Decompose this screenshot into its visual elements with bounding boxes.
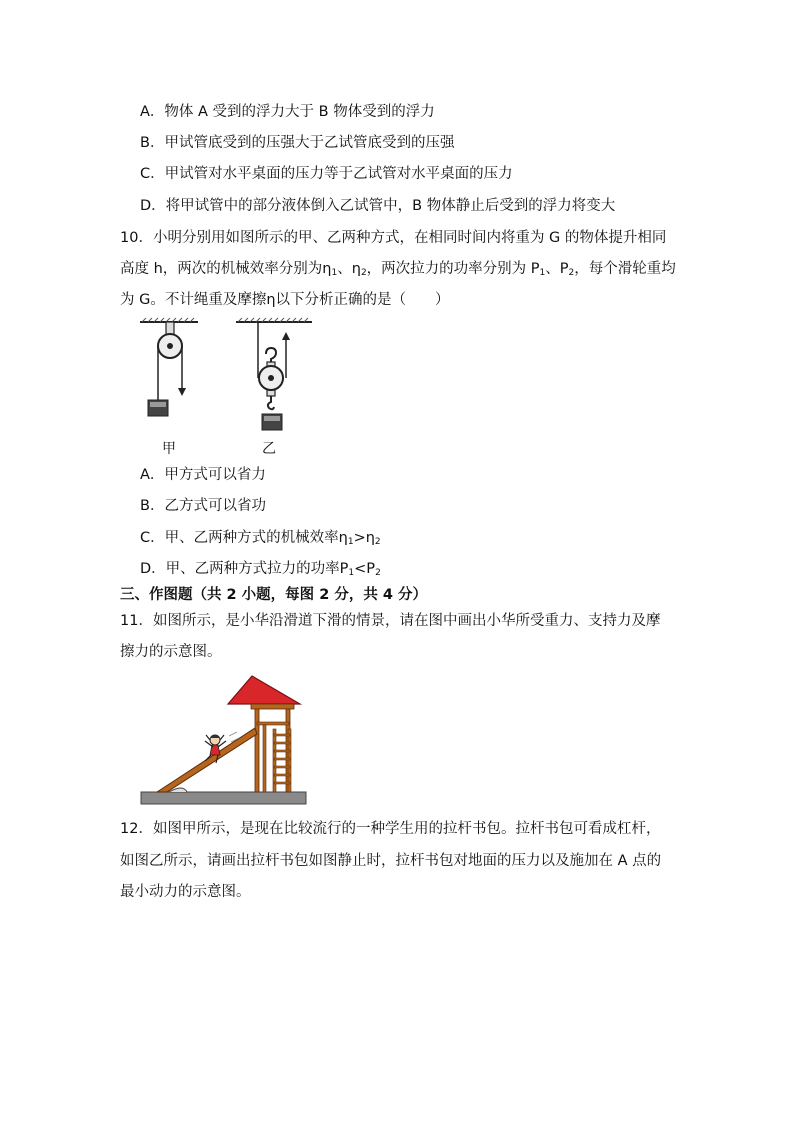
q9-option-d: D．将甲试管中的部分液体倒入乙试管中，B 物体静止后受到的浮力将变大	[140, 198, 616, 214]
q10-sub: 1	[539, 268, 546, 278]
q10-sub: 1	[347, 537, 354, 547]
q10-stem-line2	[120, 259, 676, 283]
q10-sub: 2	[568, 268, 575, 278]
slide-illustration	[139, 674, 309, 806]
q10-text-seg: C．甲、乙两种方式的机械效率η	[140, 530, 348, 546]
q12-stem-line1: 12．如图甲所示，是现在比较流行的一种学生用的拉杆书包。拉杆书包可看成杠杆，	[120, 821, 661, 837]
q9-option-a: A．物体 A 受到的浮力大于 B 物体受到的浮力	[140, 104, 435, 120]
q10-text-seg: 、P	[545, 261, 569, 277]
q12-stem-line2: 如图乙所示，请画出拉杆书包如图静止时，拉杆书包对地面的压力以及施加在 A 点的	[120, 853, 662, 869]
q10-text-seg: >η	[353, 530, 375, 546]
q10-text-seg: D．甲、乙两种方式拉力的功率P	[140, 561, 349, 577]
q10-text-seg: 、η	[337, 261, 361, 277]
q10-stem-line1: 10．小明分别用如图所示的甲、乙两种方式，在相同时间内将重为 G 的物体提升相同	[120, 230, 667, 246]
figure-label-jia: 甲	[162, 441, 176, 457]
q10-text-seg: 高度 h，两次的机械效率分别为η	[120, 261, 332, 277]
q10-sub: 1	[348, 568, 355, 578]
q11-stem-line2: 擦力的示意图。	[120, 644, 222, 660]
q10-sub: 2	[374, 537, 381, 547]
q10-option-c	[140, 528, 381, 552]
q10-sub: 2	[360, 268, 367, 278]
q11-stem-line1: 11．如图所示，是小华沿滑道下滑的情景，请在图中画出小华所受重力、支持力及摩	[120, 613, 661, 629]
q9-option-b: B．甲试管底受到的压强大于乙试管底受到的压强	[140, 135, 455, 151]
pulley-figure-yi	[232, 318, 322, 438]
q10-option-d	[140, 559, 381, 583]
section-title: 三、作图题（共 2 小题，每图 2 分，共 4 分）	[120, 587, 428, 603]
figure-label-yi: 乙	[262, 441, 276, 457]
q10-sub: 1	[331, 268, 338, 278]
q10-option-b: B．乙方式可以省功	[140, 498, 266, 514]
q10-text-seg: <P	[354, 561, 376, 577]
q9-option-c: C．甲试管对水平桌面的压力等于乙试管对水平桌面的压力	[140, 166, 513, 182]
q12-stem-line3: 最小动力的示意图。	[120, 884, 251, 900]
q10-text-seg: ，两次拉力的功率分别为 P	[366, 261, 540, 277]
q10-stem-line3: 为 G。不计绳重及摩擦η以下分析正确的是（ ）	[120, 292, 450, 308]
q10-option-a: A．甲方式可以省力	[140, 467, 266, 483]
pulley-figure-jia	[138, 318, 208, 428]
q10-text-seg: ，每个滑轮重均	[574, 261, 676, 277]
q10-sub: 2	[375, 568, 381, 578]
